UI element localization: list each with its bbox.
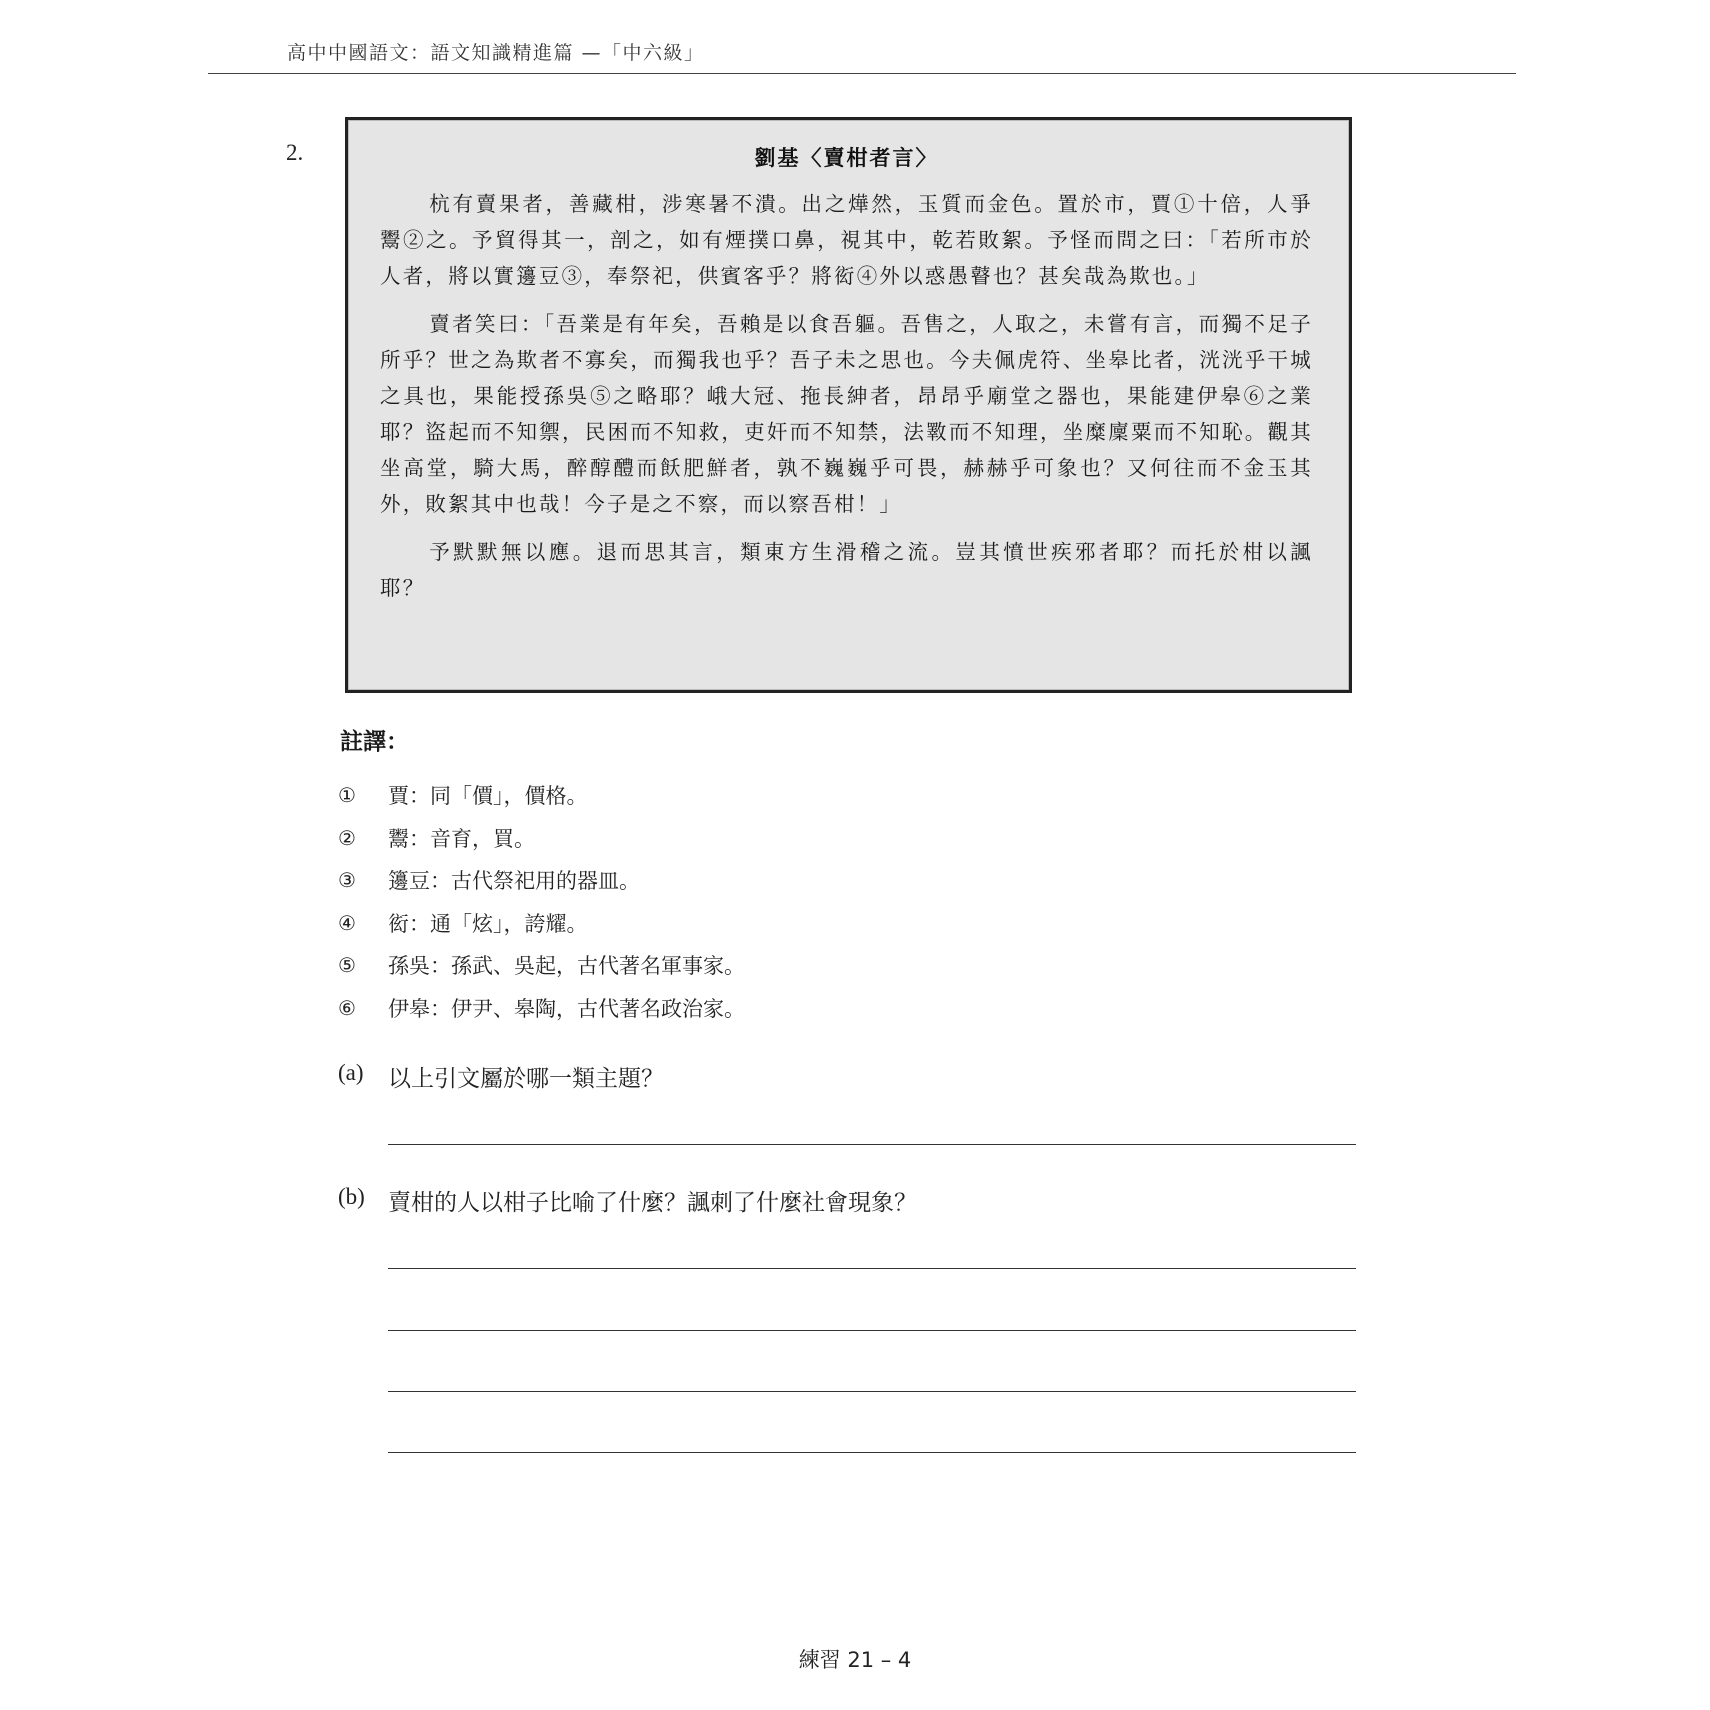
header-divider: [208, 73, 1516, 74]
passage-paragraph: 賣者笑曰：「吾業是有年矣，吾賴是以食吾軀。吾售之，人取之，未嘗有言，而獨不足子所乎？世之為欺者不寡矣，而獨我也乎？吾子未之思也。今夫佩虎符、坐皋比者，洸洸乎干城之具也，果能授孫吳⑤之略耶？峨大冠、拖長紳者，昂昂乎廟堂之器也，果能建伊皋⑥之業耶？盜起而不知禦，民困而不知救，吏奸而不知禁，法斁而不知理，坐糜廩粟而不知恥。觀其坐高堂，騎大馬，醉醇醴而飫肥鮮者，孰不巍巍乎可畏，赫赫乎可象也？又何往而不金玉其外，敗絮其中也哉！今子是之不察，而以察吾柑！」: [380, 312, 1313, 516]
note-text: 賈：同「價」，價格。: [388, 784, 588, 809]
passage-title: 劉基〈賣柑者言〉: [754, 145, 939, 170]
question-a: [338, 1060, 664, 1093]
note-item: [338, 987, 745, 1030]
question-label: (a): [338, 1060, 364, 1085]
page-header: 高中中國語文：語文知識精進篇 —「中六級」: [287, 42, 705, 64]
answer-line[interactable]: [388, 1452, 1356, 1453]
question-b: [338, 1184, 917, 1217]
passage-box: [345, 117, 1352, 693]
note-number: ⑤: [338, 953, 356, 978]
notes-list: [338, 774, 745, 1029]
note-number: ③: [338, 868, 356, 893]
note-item: [338, 944, 745, 987]
note-item: [338, 902, 745, 945]
answer-line[interactable]: [388, 1330, 1356, 1331]
notes-heading: 註譯：: [340, 729, 409, 755]
passage-paragraph: 杭有賣果者，善藏柑，涉寒暑不潰。出之燁然，玉質而金色。置於市，賈①十倍，人爭鬻②之。予貿得其一，剖之，如有煙撲口鼻，視其中，乾若敗絮。予怪而問之曰：「若所市於人者，將以實籩豆③，奉祭祀，供賓客乎？將衒④外以惑愚瞽也？甚矣哉為欺也。」: [380, 192, 1313, 288]
note-number: ⑥: [338, 995, 356, 1020]
question-text: 賣柑的人以柑子比喻了什麼？諷刺了什麼社會現象？: [388, 1190, 917, 1216]
note-text: 衒：通「炫」，誇耀。: [388, 911, 588, 936]
page-number: 練習 21 – 4: [798, 1648, 912, 1672]
question-number: 2.: [286, 140, 304, 165]
note-item: [338, 817, 745, 860]
note-number: ①: [338, 783, 356, 808]
answer-line[interactable]: [388, 1268, 1356, 1269]
note-item: [338, 859, 745, 902]
note-text: 孫吳：孫武、吳起，古代著名軍事家。: [388, 954, 745, 979]
question-label: (b): [338, 1184, 365, 1209]
note-number: ④: [338, 910, 356, 935]
passage-paragraph: 予默默無以應。退而思其言，類東方生滑稽之流。豈其憤世疾邪者耶？而托於柑以諷耶？: [380, 540, 1313, 600]
question-text: 以上引文屬於哪一類主題？: [388, 1066, 664, 1092]
note-text: 伊皋：伊尹、皋陶，古代著名政治家。: [388, 996, 745, 1021]
answer-line[interactable]: [388, 1144, 1356, 1145]
note-text: 鬻：音育，買。: [388, 826, 535, 851]
note-text: 籩豆：古代祭祀用的器皿。: [388, 869, 640, 894]
note-item: [338, 774, 745, 817]
answer-line[interactable]: [388, 1391, 1356, 1392]
note-number: ②: [338, 825, 356, 850]
